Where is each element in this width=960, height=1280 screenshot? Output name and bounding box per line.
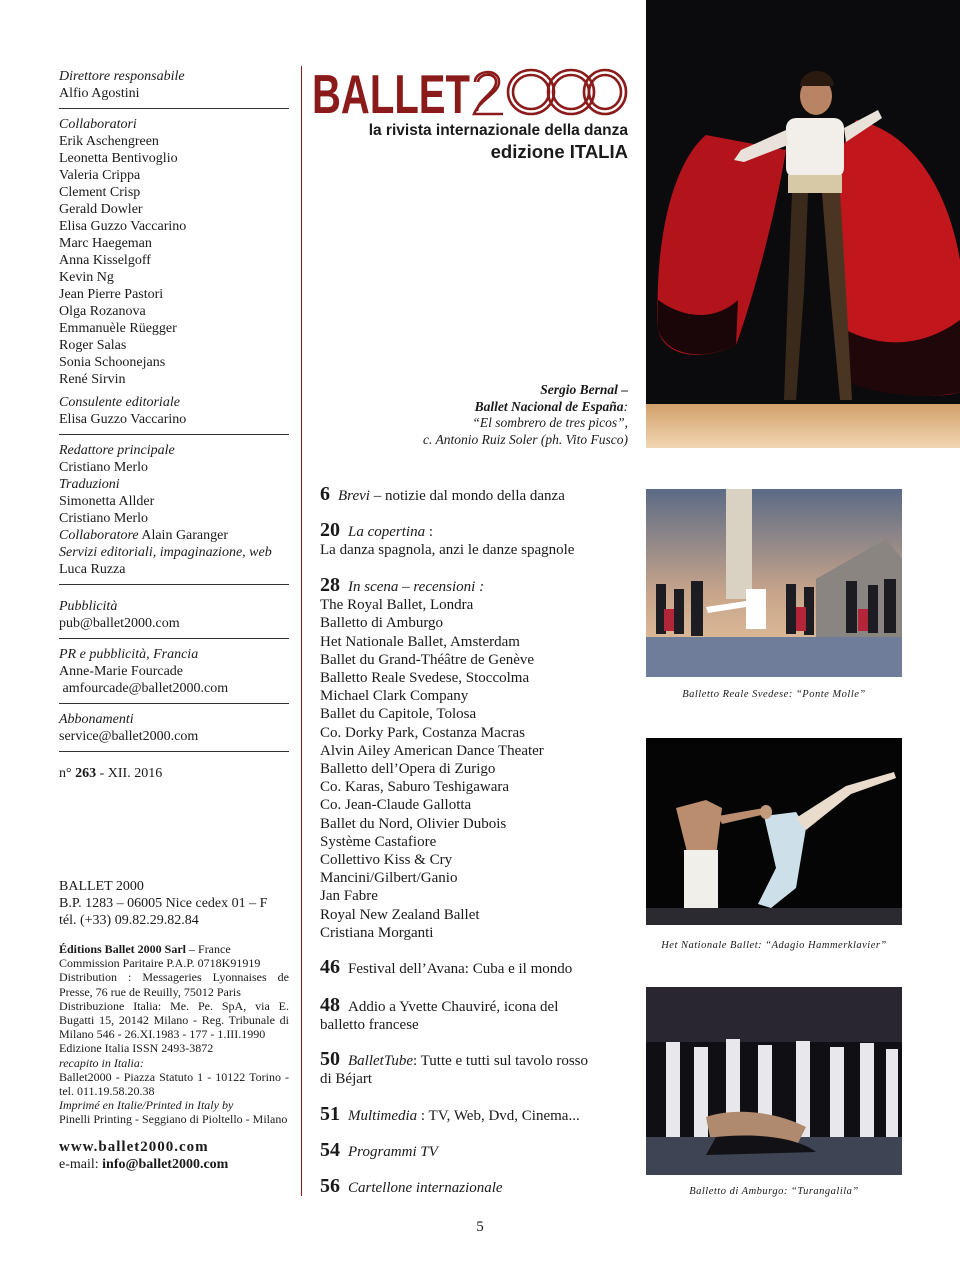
website-link[interactable]: www.ballet2000.com [59,1138,209,1155]
review-item: The Royal Ballet, Londra [320,597,474,614]
toc-entry-reviews[interactable] [320,576,635,942]
legal-block [59,942,289,1127]
review-item: Jan Fabre [320,888,378,905]
toc-entry[interactable] [320,521,635,559]
toc-page: 50 [320,1048,340,1070]
review-item: Michael Clark Company [320,688,469,705]
legal-line: Distribuzione Italia: Me. Pe. SpA, via E. Bugatti 15, 20142 Milano - Reg. Tribunale di Milano 546 - 26.XI.1983 - 177 - 1.III.1990 [59,998,289,1042]
collaborator-line [59,527,289,544]
photo-caption: Balletto di Amburgo: “Turangalila” [689,1186,859,1197]
toc-title-italic: BalletTube [348,1053,413,1069]
pr-label: PR e pubblicità, Francia [59,647,199,662]
toc-entry[interactable] [320,485,635,505]
collaborator-label: Collaboratore [59,528,139,543]
address-block [59,878,289,929]
divider [59,703,289,704]
toc-page: 51 [320,1103,340,1125]
collaborator-name: Gerald Dowler [59,202,143,217]
toc-title: Festival dell’Avana: Cuba e il mondo [348,961,573,977]
photo-ponte-molle [646,489,902,677]
advertising-label: Pubblicità [59,599,118,614]
subscriptions-email[interactable]: service@ballet2000.com [59,729,199,744]
review-item: Balletto di Amburgo [320,615,444,632]
director-label: Direttore responsabile [59,69,185,84]
collaborator-name: Olga Rozanova [59,304,146,319]
divider [59,638,289,639]
review-item: Co. Karas, Saburo Teshigawara [320,779,510,796]
toc-title-italic: In scena – recensioni : [348,579,485,595]
cover-caption-colon: : [623,398,628,414]
collaborator-name: Elisa Guzzo Vaccarino [59,219,187,234]
toc-title-italic: Cartellone internazionale [348,1180,503,1196]
printed-by: Pinelli Printing - Seggiano di Pioltello - Milano [59,1112,288,1127]
photo-adagio-hammerklavier [646,738,902,925]
toc-title: : Tutte e tutti sul tavolo rosso di Béjart [320,1053,589,1088]
toc-entry[interactable] [320,958,635,978]
email-line [59,1156,289,1173]
translations-label: Traduzioni [59,477,120,492]
toc-title: : [425,524,434,540]
chief-editor-label: Redattore principale [59,443,175,458]
pr-email[interactable]: amfourcade@ballet2000.com [59,681,229,696]
review-item: Collettivo Kiss & Cry [320,852,453,869]
review-item: Ballet du Grand-Théâtre de Genève [320,651,535,668]
collaborator-name: Anna Kisselgoff [59,253,151,268]
collaborator-name: Marc Haegeman [59,236,152,251]
publisher-name: Éditions Ballet 2000 Sarl [59,942,187,956]
staff-column [59,68,289,1173]
toc-subtitle: La danza spagnola, anzi le danze spagnole [320,542,575,559]
review-item: Royal New Zealand Ballet [320,906,480,923]
services-name: Luca Ruzza [59,562,126,577]
issue-line [59,765,289,782]
review-item: Het Nationale Ballet, Amsterdam [320,633,520,650]
recapito-line: Ballet2000 - Piazza Statuto 1 - 10122 Torino - tel. 011.19.58.20.38 [59,1069,289,1099]
consultant-label: Consulente editoriale [59,395,180,410]
collaborators-label: Collaboratori [59,117,137,132]
masthead-edition: edizione ITALIA [490,141,628,162]
collaborator-name: Emmanuèle Rüegger [59,321,177,336]
toc-title: – notizie dal mondo della danza [369,488,565,504]
photo-adagio-art [646,738,902,925]
review-item: Ballet du Nord, Olivier Dubois [320,815,507,832]
toc-title-italic: Brevi [338,488,370,504]
cover-caption-credit: c. Antonio Ruiz Soler (ph. Vito Fusco) [423,431,628,447]
toc-page: 20 [320,519,340,541]
photo-turangalila [646,987,902,1175]
cover-caption [360,382,628,448]
toc-title-italic: La copertina [348,524,426,540]
toc-title-italic: Multimedia [348,1108,418,1124]
address-line: tél. (+33) 09.82.29.82.84 [59,913,199,928]
address-line: B.P. 1283 – 06005 Nice cedex 01 – F [59,896,268,911]
review-item: Alvin Ailey American Dance Theater [320,742,544,759]
collaborator-name: Roger Salas [59,338,127,353]
divider [59,434,289,435]
review-item: Balletto Reale Svedese, Stoccolma [320,670,530,687]
services-label: Servizi editoriali, impaginazione, web [59,545,272,560]
collaborator-name: Jean Pierre Pastori [59,287,164,302]
review-item: Système Castafiore [320,833,437,850]
publisher-country: – France [186,942,231,956]
divider [59,108,289,109]
collaborator-single: Alain Garanger [141,528,229,543]
advertising-email[interactable]: pub@ballet2000.com [59,616,180,631]
collaborator-name: Kevin Ng [59,270,114,285]
collaborator-name: Valeria Crippa [59,168,141,183]
cover-caption-name: Sergio Bernal – [540,382,628,397]
email-link[interactable]: info@ballet2000.com [102,1156,229,1172]
collaborators-list [59,133,289,388]
cover-caption-work: “El sombrero de tres picos”, [472,415,628,430]
toc-entry[interactable] [320,1177,635,1197]
review-item: Co. Dorky Park, Costanza Macras [320,724,525,741]
toc-entry[interactable] [320,1105,635,1125]
chief-editor-name: Cristiano Merlo [59,460,149,475]
collaborator-name: Leonetta Bentivoglio [59,151,178,166]
svg-text:BALLET: BALLET [312,66,470,118]
divider [59,584,289,585]
toc-page: 54 [320,1139,340,1161]
director-name: Alfio Agostini [59,86,140,101]
toc-page: 56 [320,1175,340,1197]
toc-title: : TV, Web, Dvd, Cinema... [417,1108,580,1124]
printed-label: Imprimé en Italie/Printed in Italy by [59,1098,234,1113]
legal-line: Distribution : Messageries Lyonnaises de Presse, 76 rue de Reuilly, 75012 Paris [59,970,289,999]
photo-ponte-molle-art [646,489,902,677]
photo-caption: Het Nationale Ballet: “Adagio Hammerklavier” [661,940,887,951]
toc-page: 48 [320,994,340,1016]
toc-page: 28 [320,574,340,596]
toc-title: Addio a Yvette Chauviré, icona del balletto francese [320,999,559,1034]
masthead-tagline: la rivista internazionale della danza [368,122,628,139]
cover-photo-art [646,0,960,448]
review-item: Co. Jean-Claude Gallotta [320,797,472,814]
column-divider [301,66,302,1196]
review-item: Mancini/Gilbert/Ganio [320,870,458,887]
recapito-label: recapito in Italia: [59,1055,144,1070]
review-item: Cristiana Morganti [320,924,434,941]
toc-page: 6 [320,483,330,505]
collaborator-name: René Sirvin [59,372,126,387]
toc-page: 46 [320,956,340,978]
subscriptions-label: Abbonamenti [59,712,134,727]
review-item: Ballet du Capitole, Tolosa [320,706,477,723]
photo-turangalila-art [646,987,902,1175]
review-item: Balletto dell’Opera di Zurigo [320,761,496,778]
legal-line: Edizione Italia ISSN 2493-3872 [59,1041,214,1056]
page-number: 5 [476,1219,484,1235]
publisher-line [59,942,289,956]
consultant-name: Elisa Guzzo Vaccarino [59,412,187,427]
issue-date: - XII. 2016 [99,766,163,781]
cover-caption-company-line [360,399,628,416]
issue-number: 263 [75,766,97,781]
translator-name: Simonetta Allder [59,494,155,509]
toc-title-italic: Programmi TV [348,1144,438,1160]
photo-caption: Balletto Reale Svedese: “Ponte Molle” [682,689,866,700]
pr-name: Anne-Marie Fourcade [59,664,184,679]
cover-caption-company: Ballet Nacional de España [474,398,624,414]
toc-entry[interactable] [320,1050,600,1088]
address-line: BALLET 2000 [59,879,144,894]
divider [59,751,289,752]
email-prefix: e-mail: [59,1156,99,1172]
issue-prefix: n° [59,766,72,781]
toc-entry[interactable] [320,996,600,1034]
ballet2000-logo [312,66,628,118]
cover-photo [646,0,960,448]
collaborator-name: Sonia Schoonejans [59,355,166,370]
collaborator-name: Erik Aschengreen [59,134,159,149]
legal-line: Commission Paritaire P.A.P. 0718K91919 [59,956,261,971]
translator-name: Cristiano Merlo [59,511,149,526]
collaborator-name: Clement Crisp [59,185,141,200]
toc-entry[interactable] [320,1141,635,1161]
